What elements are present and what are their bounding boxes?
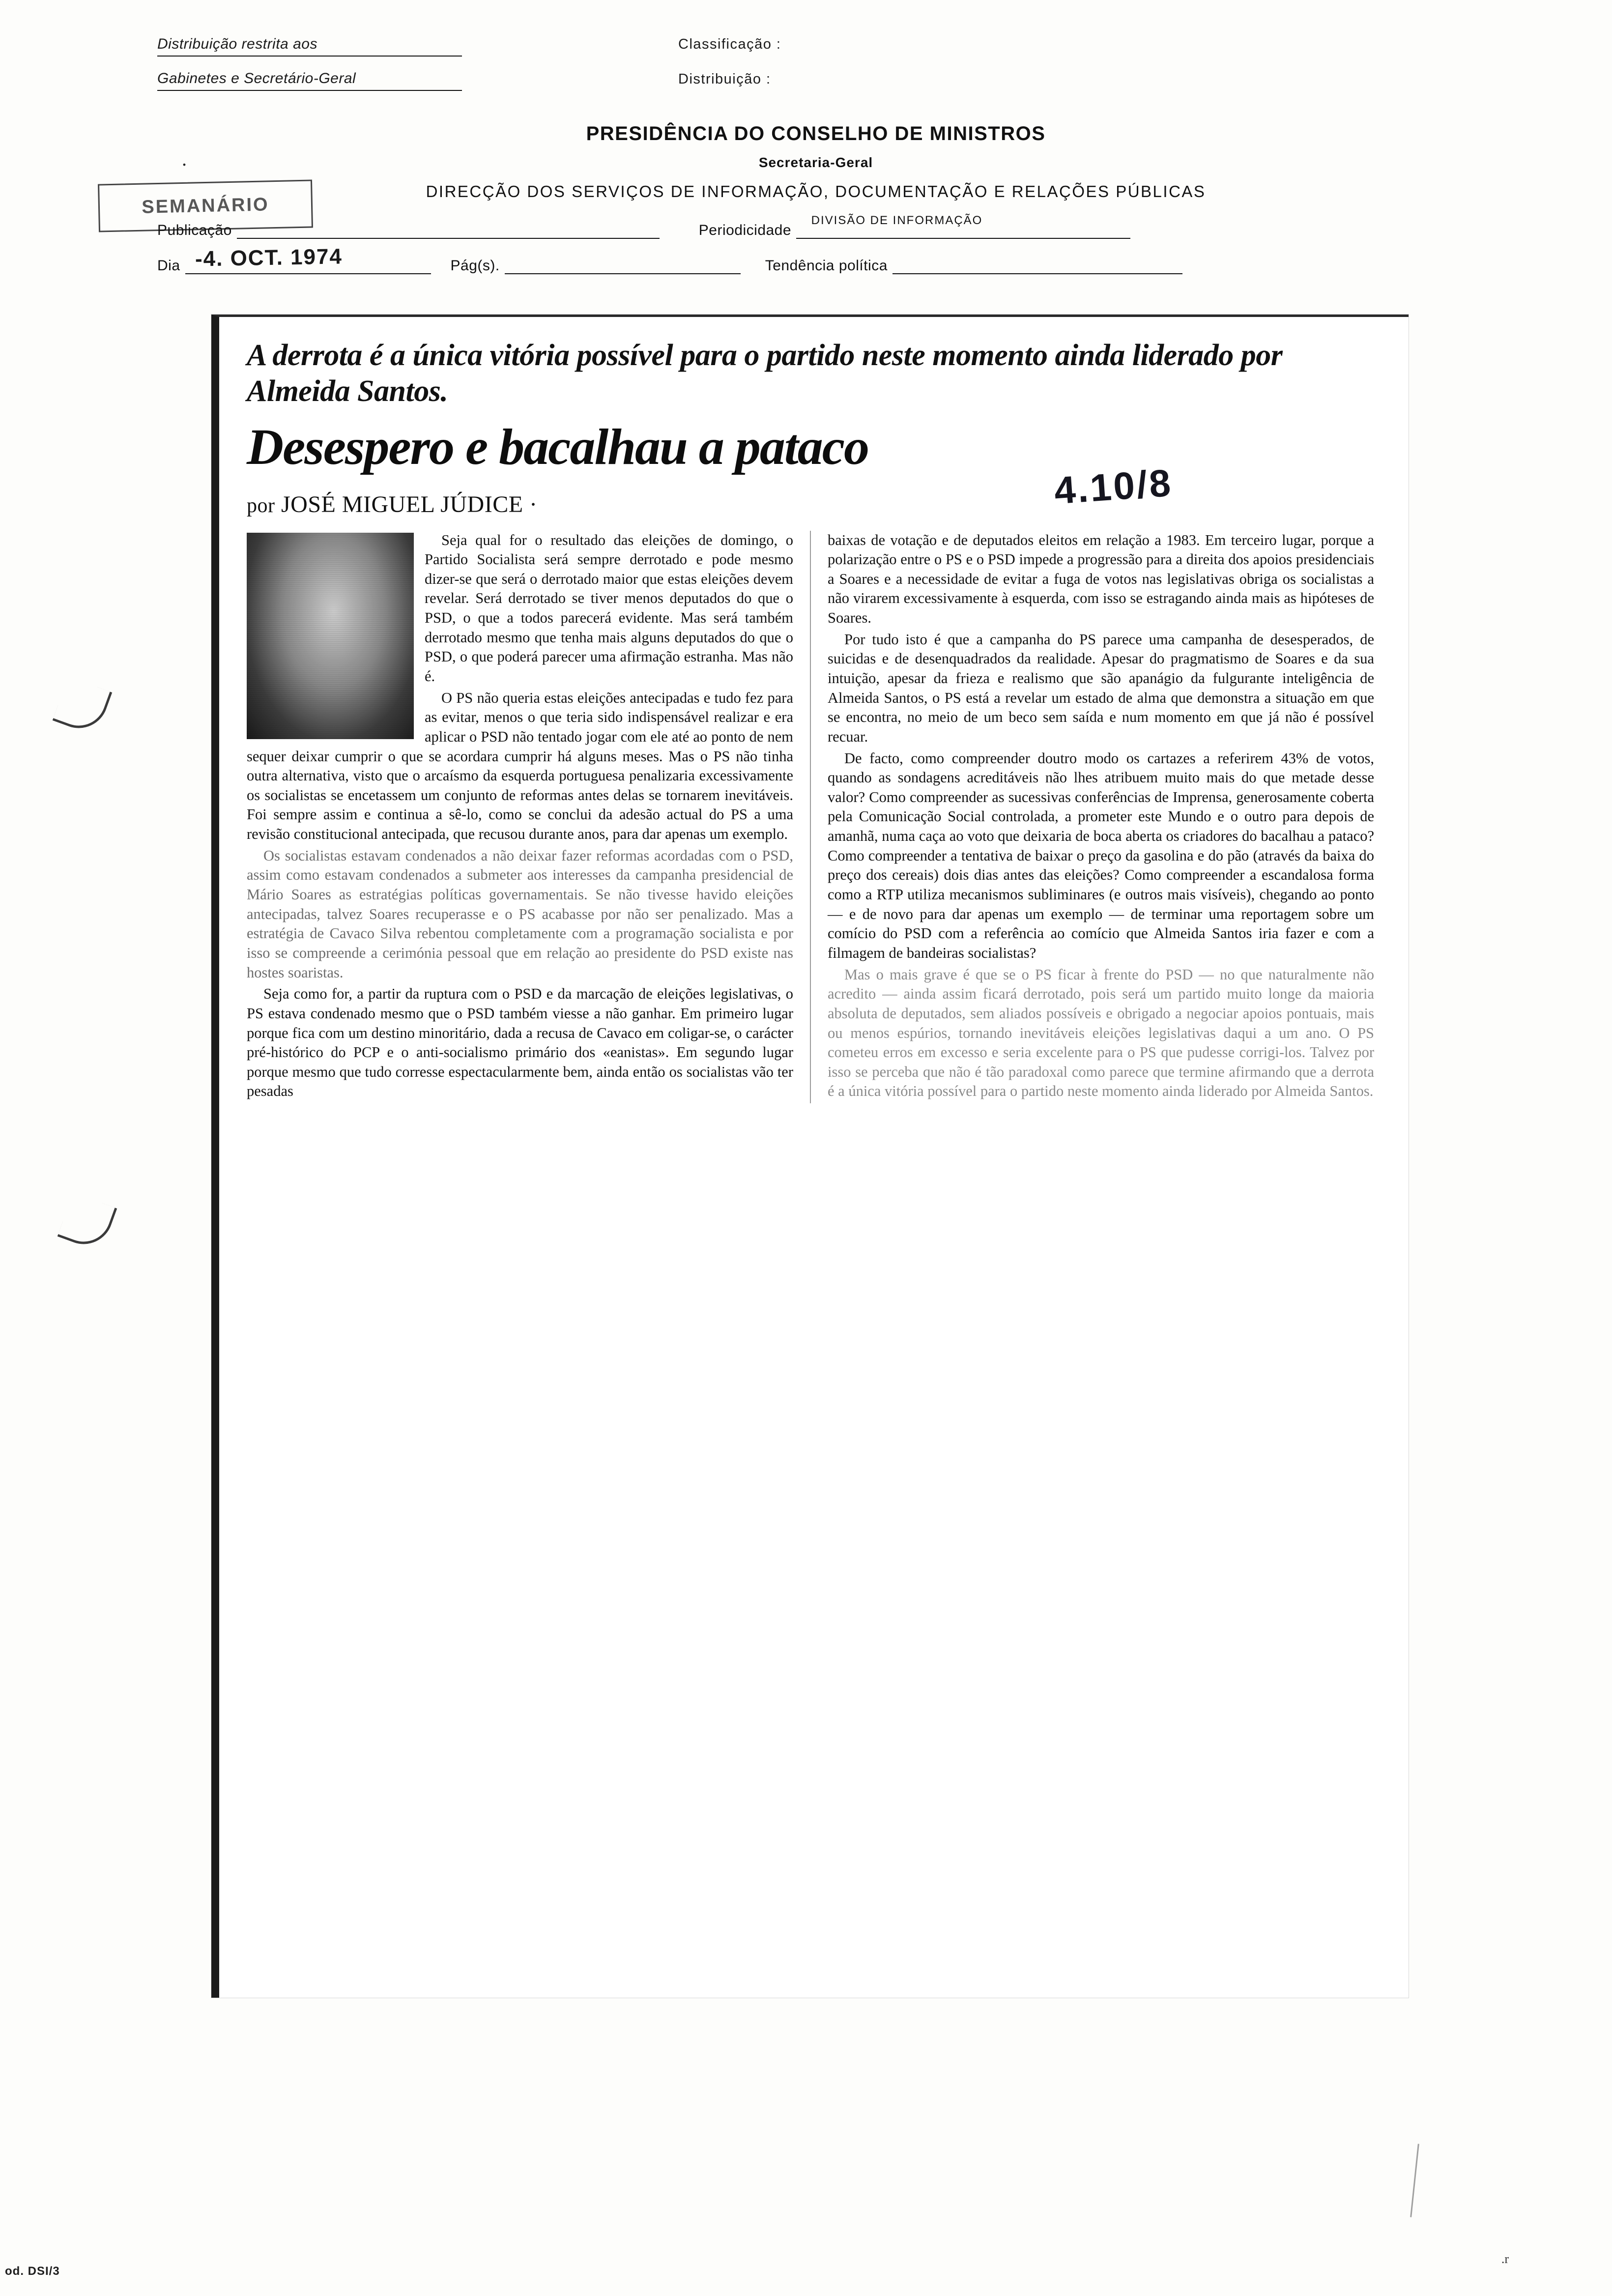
article-column-right xyxy=(811,531,1374,1104)
pages-label: Pág(s). xyxy=(450,258,500,274)
clipping-content xyxy=(219,317,1409,1118)
day-row xyxy=(157,244,1474,274)
organization-title: PRESIDÊNCIA DO CONSELHO DE MINISTROS xyxy=(586,123,1046,144)
article-byline xyxy=(247,491,1374,518)
seminario-stamp-text: SEMANÁRIO xyxy=(141,194,270,218)
direction-line: DIRECÇÃO DOS SERVIÇOS DE INFORMAÇÃO, DOCUMENTAÇÃO E RELAÇÕES PÚBLICAS xyxy=(426,182,1206,201)
author-photo xyxy=(247,533,414,739)
article-column-left xyxy=(247,531,811,1104)
paragraph: Mas o mais grave é que se o PS ficar à frente do PSD — no que naturalmente não acredito — ainda assim ficará derrotado, pois será um partido muito longe da maioria absoluta de deputados, sem aliados possíveis e obrigado a negociar apoios pontuais, mais ou menos espúrios, tornando inevitáveis eleições legislativas daqui a um ano. O PS cometeu erros em excesso e seria excelente para o PS que pudesse corrigi-los. Talvez por isso se perceba que não é tão paradoxal como parece que termine afirmando que a derrota é a única vitória possível para o partido neste momento ainda liderado por Almeida Santos. xyxy=(828,966,1374,1100)
secretariat-subtitle: Secretaria-Geral xyxy=(758,155,873,170)
paragraph: Seja qual for o resultado das eleições de domingo, o Partido Socialista será sempre derrotado e pode mesmo dizer-se que será o derrotado maior que estas eleições devem revelar. Será derrotado se tiver menos deputados do que o PSD, o que a todos parecerá evidente. Mas será também derrotado mesmo que tenha mais alguns deputados do que o PSD, o que poderá parecer uma afirmação estranha. Mas não é. xyxy=(425,531,793,685)
byline-prefix: por xyxy=(247,494,275,517)
paragraph: O PS não queria estas eleições antecipadas e tudo fez para as evitar, menos o que teria sido indispensável realizar e era aplicar o PSD não tentado jogar com ele até ao ponto de nem sequer deixar cumprir o que se acordara cumprir há alguns meses. Mas o PS não tinha outra alternativa, visto que o arcaísmo da esquerda portuguesa penalizaria excessivamente os socialistas se encetassem um conjunto de reformas antes delas se tornarem inevitáveis. Foi sempre assim e continua a sê-lo, como se conclui da adesão actual do PS a uma revisão constitucional antecipada, que recusou durante anos, para dar apenas um exemplo. xyxy=(247,689,793,843)
distribution-restricted-line: Distribuição restrita aos xyxy=(157,36,462,57)
ink-dot-mark: . xyxy=(182,148,187,170)
article-columns xyxy=(247,531,1374,1104)
day-input[interactable] xyxy=(185,244,431,274)
ink-stroke xyxy=(1410,2144,1419,2217)
distribution-label: Distribuição : xyxy=(678,71,771,87)
newspaper-clipping xyxy=(211,315,1409,1998)
margin-mark-top xyxy=(53,677,113,737)
publication-input[interactable] xyxy=(237,221,660,239)
article-kicker: A derrota é a única vitória possível para o partido neste momento ainda liderado por Almeida Santos. xyxy=(247,339,1283,408)
margin-mark-bottom xyxy=(58,1193,117,1253)
form-footer-code: od. DSI/3 xyxy=(5,2265,60,2278)
day-label: Dia xyxy=(157,258,180,274)
publication-label: Publicação xyxy=(157,222,232,238)
classification-label: Classificação : xyxy=(678,36,781,52)
publication-row xyxy=(157,221,1474,239)
byline-author: JOSÉ MIGUEL JÚDICE xyxy=(281,491,523,517)
pages-input[interactable] xyxy=(505,257,741,274)
form-fields xyxy=(157,221,1474,292)
date-stamp: -4. OCT. 1974 xyxy=(195,244,343,271)
paragraph: baixas de votação e de deputados eleitos em relação a 1983. Em terceiro lugar, porque a polarização entre o PS e o PSD impede a progressão para a direita dos apoios presidenciais a Soares e a necessidade de evitar a fuga de votos nas legislativas obriga os socialistas a não virarem excessivamente à esquerda, com isso se estragando ainda mais as hipóteses de Soares. xyxy=(828,531,1374,627)
classification-block xyxy=(678,34,781,106)
paragraph: De facto, como compreender doutro modo os cartazes a referirem 43% de votos, quando as sondagens acreditáveis não lhes atribuem muito mais do que metade desse valor? Como compreender as sucessivas conferências de Imprensa, generosamente coberta pela Comunicação Social controlada, a prometer este Mundo e o outro para depois de amanhã, numa caça ao voto que deixaria de boca aberta os criadores do bacalhau a pataco? Como compreender a tentativa de baixar o preço da gasolina e do pão (através da baixa do preço dos cereais) dois dias antes das eleições? Como compreender a escandalosa forma como a RTP utiliza mecanismos subliminares (e outros mais visíveis), chegando ao ponto — e de novo para dar apenas um exemplo — de terminar uma reportagem sobre um comício do PSD com a referência ao comício que Almeida Santos iria fazer e com a filmagem de bandeiras socialistas? xyxy=(828,749,1374,961)
division-line: DIVISÃO DE INFORMAÇÃO xyxy=(811,214,983,227)
paragraph: Por tudo isto é que a campanha do PS parece uma campanha de desesperados, de suicidas e de desenquadrados da realidade. Apesar do pragmatismo de Soares e da sua intuição, apesar da frieza e realismo que são apanágio da fulgurante inteligência de Almeida Santos, o PS está a revelar um estado de alma que demonstra a situação em que se encontra, no meio de um beco sem saída e num momento em que já não é possível recuar. xyxy=(828,631,1374,745)
article-headline: Desespero e bacalhau a pataco xyxy=(247,419,868,476)
handwritten-annotation: 4.10/8 xyxy=(1053,460,1174,513)
periodicity-label: Periodicidade xyxy=(698,222,792,238)
political-tendency-input[interactable] xyxy=(892,257,1182,274)
footer-mark: .r xyxy=(1501,2252,1509,2266)
paragraph: Seja como for, a partir da ruptura com o PSD e da marcação de eleições legislativas, o PS estava condenado mesmo que o PSD também viesse a não ganhar. Em primeiro lugar porque fica com um destino minoritário, dada a recusa de Cavaco em coligar-se, o carácter pré-histórico do PCP e o anti-socialismo primário dos «eanistas». Em segundo lugar porque mesmo que tudo corresse espectacularmente bem, ainda então os socialistas vão ter pesadas xyxy=(247,985,793,1100)
header-top-row xyxy=(157,34,1474,106)
byline-dash: · xyxy=(529,491,538,517)
periodicity-input[interactable] xyxy=(796,221,1130,239)
political-tendency-label: Tendência política xyxy=(765,258,888,274)
distribution-block xyxy=(157,36,649,105)
form-header xyxy=(157,34,1474,228)
distribution-offices-line: Gabinetes e Secretário-Geral xyxy=(157,70,462,91)
paragraph: Os socialistas estavam condenados a não deixar fazer reformas acordadas com o PSD, assim como estavam condenados a submeter aos interesses da campanha presidencial de Mário Soares as estratégias políticas governamentais. Se não tivesse havido eleições antecipadas, talvez Soares recuperasse e o PS acabasse por não ser penalizado. Mas a estratégia de Cavaco Silva rebentou completamente com a programação socialista e por isso se compreende a cerimónia pessoal que em relação ao presidente do PSD existe nas hostes soaristas. xyxy=(247,847,793,981)
